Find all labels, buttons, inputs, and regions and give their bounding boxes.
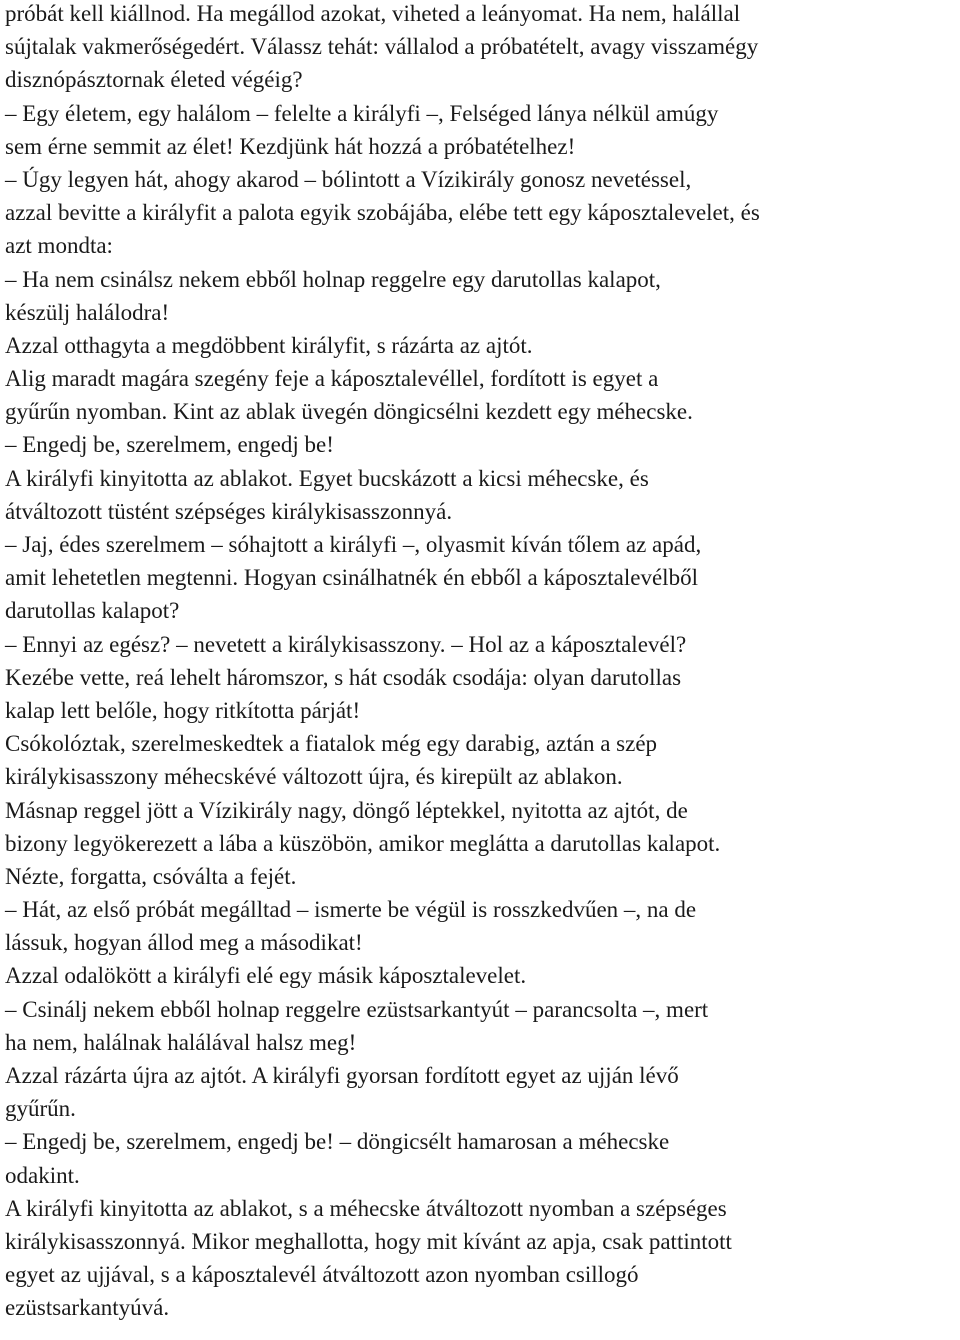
text-line: – Ha nem csinálsz nekem ebből holnap reggelre egy darutollas kalapot, [5, 266, 661, 292]
text-line: királykisasszonnyá. Mikor meghallotta, hogy mit kívánt az apja, csak pattintott [5, 1228, 732, 1254]
text-line: – Engedj be, szerelmem, engedj be! – döngicsélt hamarosan a méhecske [5, 1129, 670, 1155]
text-line: – Csinálj nekem ebből holnap reggelre ezüstsarkantyút – parancsolta –, mert [5, 996, 709, 1022]
text-line: Kezébe vette, reá lehelt háromszor, s hát csodák csodája: olyan darutollas [5, 664, 682, 690]
text-line: gyűrűn nyomban. Kint az ablak üvegén döngicsélni kezdett egy méhecske. [5, 399, 693, 425]
text-line: Azzal odalökött a királyfi elé egy másik káposztalevelet. [5, 963, 527, 989]
text-line: Nézte, forgatta, csóválta a fejét. [5, 863, 297, 889]
text-line: – Engedj be, szerelmem, engedj be! [5, 432, 334, 458]
text-line: – Egy életem, egy halálom – felelte a királyfi –, Felséged lánya nélkül amúgy [5, 100, 719, 126]
text-line: – Úgy legyen hát, ahogy akarod – bólintott a Vízikirály gonosz nevetéssel, [5, 166, 692, 192]
text-line: darutollas kalapot? [5, 598, 180, 624]
text-line: – Jaj, édes szerelmem – sóhajtott a királyfi –, olyasmit kíván tőlem az apád, [5, 532, 702, 557]
text-line: készülj halálodra! [5, 299, 170, 325]
text-line: ha nem, halálnak halálával halsz meg! [5, 1029, 357, 1055]
text-line: próbát kell kiállnod. Ha megállod azokat, viheted a leányomat. Ha nem, halállal [5, 1, 741, 26]
text-line: – Hát, az első próbát megálltad – ismerte be végül is rosszkedvűen –, na de [5, 897, 697, 923]
text-line: Azzal otthagyta a megdöbbent királyfit, s rázárta az ajtót. [5, 332, 533, 358]
text-line: A királyfi kinyitotta az ablakot. Egyet bucskázott a kicsi méhecske, és [5, 465, 649, 491]
text-line: sem érne semmit az élet! Kezdjünk hát hozzá a próbatételhez! [5, 133, 576, 159]
text-line: – Ennyi az egész? – nevetett a királykisasszony. – Hol az a káposztalevél? [5, 631, 687, 657]
text-line: amit lehetetlen megtenni. Hogyan csinálhatnék én ebből a káposztalevélből [5, 565, 698, 591]
text-line: lássuk, hogyan állod meg a másodikat! [5, 930, 363, 956]
text-line: A királyfi kinyitotta az ablakot, s a méhecske átváltozott nyomban a szépséges [5, 1195, 727, 1221]
text-line: odakint. [5, 1162, 80, 1188]
text-line: kalap lett belőle, hogy ritkította párját! [5, 697, 361, 723]
text-line: bizony legyökerezett a lába a küszöbön, amikor meglátta a darutollas kalapot. [5, 830, 721, 856]
text-line: gyűrűn. [5, 1096, 76, 1122]
text-line: Másnap reggel jött a Vízikirály nagy, döngő léptekkel, nyitotta az ajtót, de [5, 797, 688, 823]
text-line: azt mondta: [5, 233, 113, 259]
text-line: átváltozott tüstént szépséges királykisasszonnyá. [5, 498, 453, 524]
document-body [5, 0, 955, 1325]
text-line: királykisasszony méhecskévé változott újra, és kirepült az ablakon. [5, 764, 623, 790]
text-line: ezüstsarkantyúvá. [5, 1295, 170, 1321]
text-line: azzal bevitte a királyfit a palota egyik szobájába, elébe tett egy káposztalevelet, és [5, 200, 760, 226]
text-line: egyet az ujjával, s a káposztalevél átváltozott azon nyomban csillogó [5, 1262, 639, 1288]
text-line: Csókolóztak, szerelmeskedtek a fiatalok még egy darabig, aztán a szép [5, 731, 658, 757]
text-line: disznópásztornak életed végéig? [5, 67, 303, 93]
text-line: sújtalak vakmerőségedért. Válassz tehát: vállalod a próbatételt, avagy visszamégy [5, 34, 759, 60]
text-line: Alig maradt magára szegény feje a káposztalevéllel, fordított is egyet a [5, 366, 659, 392]
text-line: Azzal rázárta újra az ajtót. A királyfi gyorsan fordított egyet az ujján lévő [5, 1063, 679, 1088]
